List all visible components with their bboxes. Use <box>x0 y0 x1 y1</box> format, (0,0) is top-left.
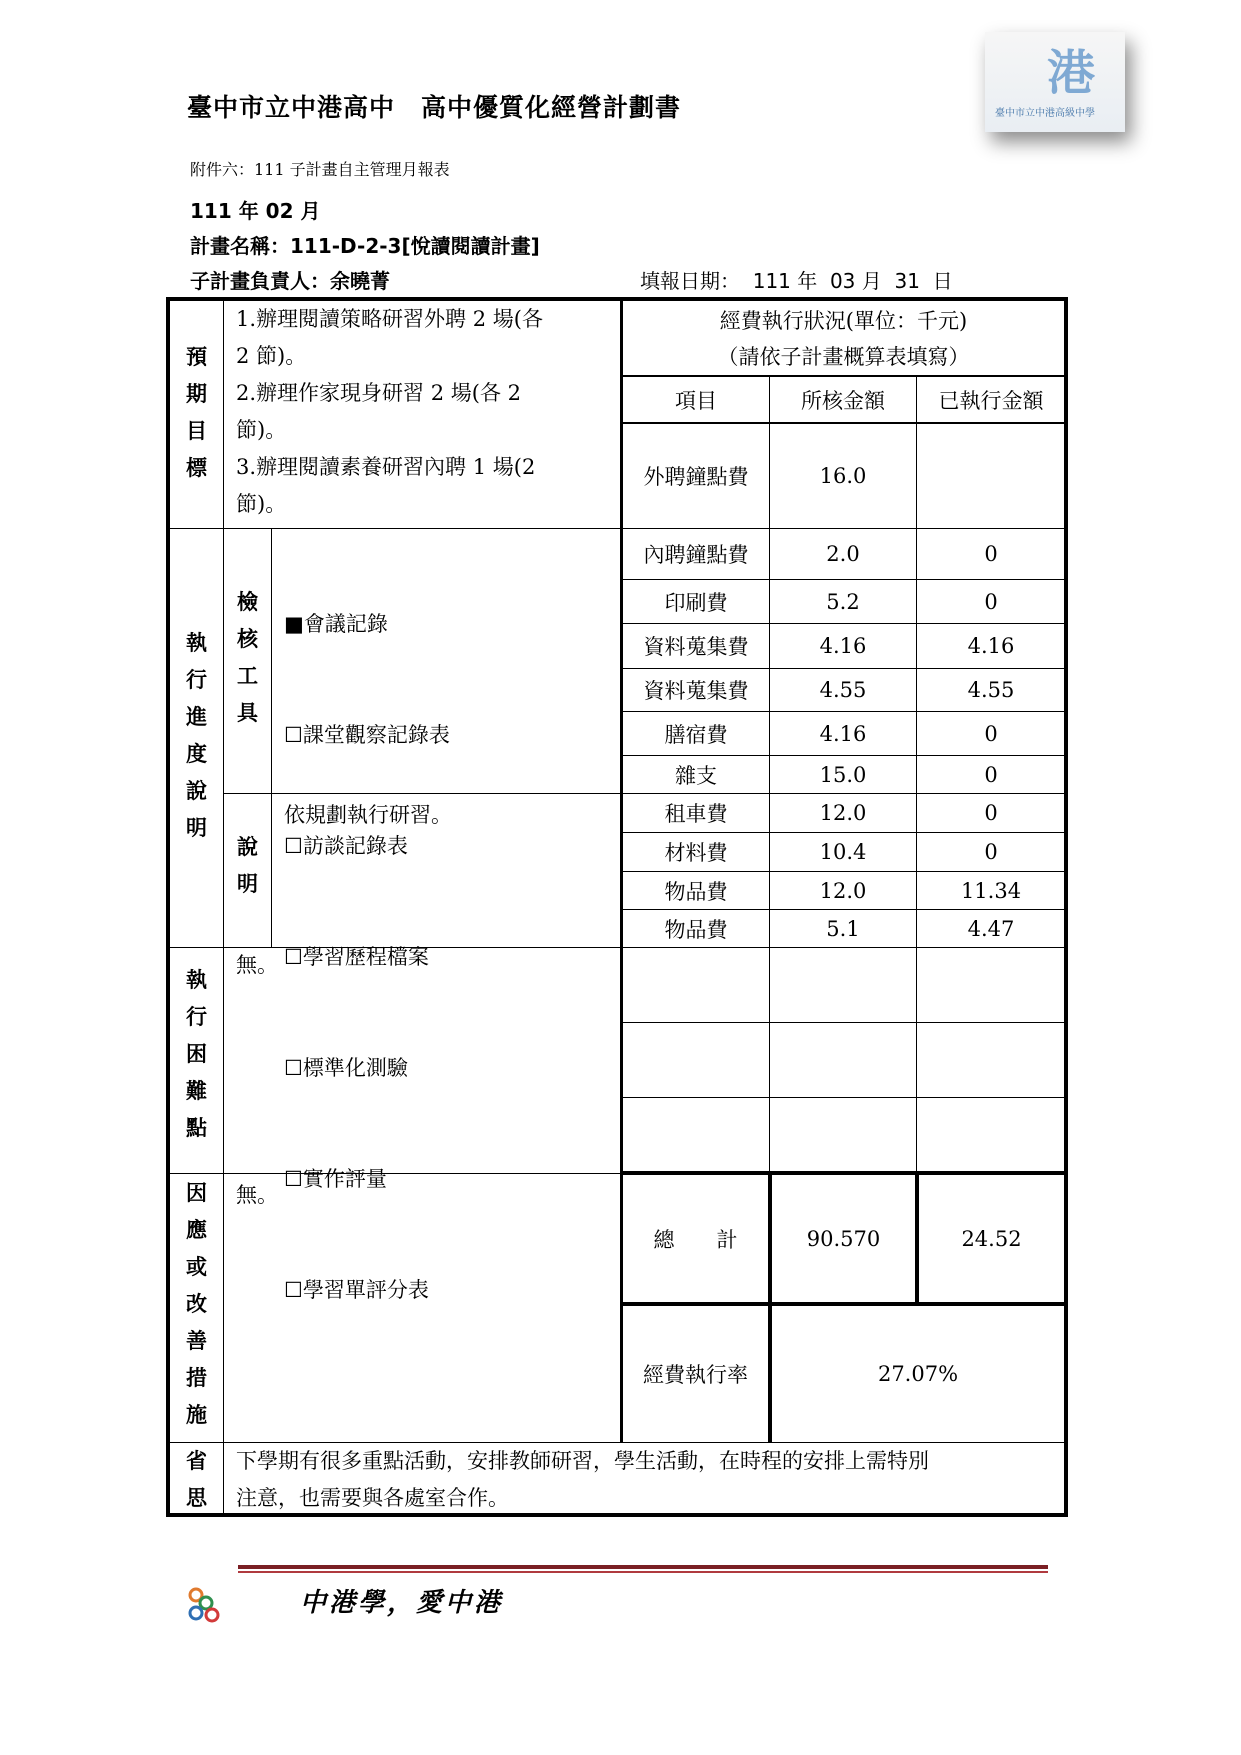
check-item: ☐訪談記錄表 <box>284 834 408 858</box>
budget-executed: 4.47 <box>967 916 1015 941</box>
budget-approved: 16.0 <box>819 464 867 488</box>
reflection-line: 注意，也需要與各處室合作。 <box>236 1486 509 1510</box>
budget-item: 物品費 <box>664 917 728 942</box>
budget-executed: 0 <box>984 840 998 864</box>
reflection-text <box>236 1443 1061 1517</box>
check-item: ☐學習單評分表 <box>284 1278 429 1302</box>
col-header-item: 項目 <box>675 388 717 413</box>
budget-item: 雜支 <box>675 763 717 788</box>
budget-heading: 經費執行狀況(單位：千元) <box>719 308 968 333</box>
logo-emblem-icon: 港 <box>1047 45 1096 101</box>
fill-date: 填報日期： 111 年 03 月 31 日 <box>640 269 953 293</box>
budget-executed: 0 <box>984 762 998 787</box>
footer-divider-accent <box>238 1571 1048 1573</box>
budget-approved: 12.0 <box>819 801 867 825</box>
goal-line: 2 節)。 <box>236 344 307 368</box>
col-header-approved: 所核金額 <box>801 388 885 413</box>
budget-approved: 12.0 <box>819 878 867 903</box>
monthly-report-table <box>166 297 1068 1517</box>
plan-owner: 子計畫負責人：余曉菁 <box>190 269 390 293</box>
budget-item: 材料費 <box>664 841 728 865</box>
budget-item: 外聘鐘點費 <box>643 465 749 489</box>
budget-item: 物品費 <box>664 879 728 904</box>
budget-item: 租車費 <box>664 802 728 826</box>
check-item: ■會議記錄 <box>284 612 388 636</box>
budget-approved: 4.16 <box>819 634 867 658</box>
budget-approved: 15.0 <box>819 762 867 787</box>
explain-label: 說 明 <box>237 835 258 896</box>
difficulty-text: 無。 <box>236 953 278 977</box>
check-tools-label: 檢 核 工 具 <box>237 590 258 725</box>
goal-line: 節)。 <box>236 492 287 516</box>
budget-executed: 0 <box>984 801 998 825</box>
total-label: 總 計 <box>653 1227 738 1252</box>
explain-text: 依規劃執行研習。 <box>284 803 452 827</box>
progress-label: 執 行 進 度 說 明 <box>186 631 207 840</box>
check-item: ☐標準化測驗 <box>284 1056 408 1080</box>
budget-executed: 0 <box>984 721 998 746</box>
total-approved: 90.570 <box>806 1226 881 1251</box>
budget-approved: 2.0 <box>826 542 860 566</box>
checkbox-empty-icon[interactable]: ☐ <box>284 1167 303 1191</box>
footer-divider <box>238 1565 1048 1569</box>
checkbox-empty-icon[interactable]: ☐ <box>284 1056 303 1080</box>
check-item: ☐實作評量 <box>284 1167 387 1191</box>
budget-approved: 5.1 <box>826 916 860 941</box>
difficulty-label: 執 行 困 難 點 <box>186 968 207 1140</box>
report-month: 111 年 02 月 <box>190 199 321 223</box>
footer-slogan: 中港學，愛中港 <box>300 1588 504 1618</box>
budget-executed: 0 <box>984 589 998 614</box>
budget-approved: 10.4 <box>819 840 867 864</box>
goal-line: 1.辦理閱讀策略研習外聘 2 場(各 <box>236 307 543 331</box>
expected-goals-label: 預 期 目 標 <box>186 345 207 480</box>
school-emblem-icon <box>184 1585 224 1625</box>
budget-item: 膳宿費 <box>664 722 728 747</box>
budget-approved: 5.2 <box>826 589 860 614</box>
reflection-label: 省 思 <box>186 1449 207 1510</box>
budget-item: 資料蒐集費 <box>643 635 749 659</box>
checkbox-empty-icon[interactable]: ☐ <box>284 834 303 858</box>
budget-executed: 11.34 <box>960 878 1022 903</box>
goal-line: 2.辦理作家現身研習 2 場(各 2 <box>236 381 521 405</box>
checkbox-empty-icon[interactable]: ☐ <box>284 945 303 969</box>
checkbox-empty-icon[interactable]: ☐ <box>284 1278 303 1302</box>
check-item: ☐課堂觀察記錄表 <box>284 723 450 747</box>
check-tools-list <box>284 532 450 1383</box>
budget-item: 印刷費 <box>664 590 728 615</box>
budget-item: 內聘鐘點費 <box>643 543 749 567</box>
budget-executed: 4.16 <box>967 634 1015 658</box>
execution-rate-label: 經費執行率 <box>643 1363 748 1387</box>
logo-caption: 臺中市立中港高級中學 <box>995 108 1095 119</box>
school-logo <box>985 32 1125 132</box>
expected-goals-text <box>236 301 616 523</box>
budget-executed: 4.55 <box>967 678 1015 702</box>
budget-approved: 4.55 <box>819 678 867 702</box>
response-text: 無。 <box>236 1183 278 1207</box>
checkbox-checked-icon[interactable]: ■ <box>284 612 304 636</box>
plan-name: 計畫名稱：111-D-2-3[悅讀閱讀計畫] <box>190 234 540 258</box>
goal-line: 節)。 <box>236 418 287 442</box>
col-header-executed: 已執行金額 <box>938 388 1044 413</box>
reflection-line: 下學期有很多重點活動，安排教師研習，學生活動，在時程的安排上需特別 <box>236 1449 929 1473</box>
budget-item: 資料蒐集費 <box>643 679 749 703</box>
budget-executed: 0 <box>984 542 998 566</box>
check-item: ☐學習歷程檔案 <box>284 945 429 969</box>
goal-line: 3.辦理閱讀素養研習內聘 1 場(2 <box>236 455 536 479</box>
budget-subheading: （請依子計畫概算表填寫） <box>717 344 970 369</box>
execution-rate-value: 27.07% <box>877 1362 959 1386</box>
checkbox-empty-icon[interactable]: ☐ <box>284 723 303 747</box>
budget-executed <box>917 424 1065 528</box>
document-title: 臺中市立中港高中 高中優質化經營計劃書 <box>187 93 682 122</box>
response-label: 因 應 或 改 善 措 施 <box>186 1181 207 1427</box>
attachment-label: 附件六：111 子計畫自主管理月報表 <box>190 160 450 179</box>
total-executed: 24.52 <box>961 1226 1022 1251</box>
budget-approved: 4.16 <box>819 721 867 746</box>
